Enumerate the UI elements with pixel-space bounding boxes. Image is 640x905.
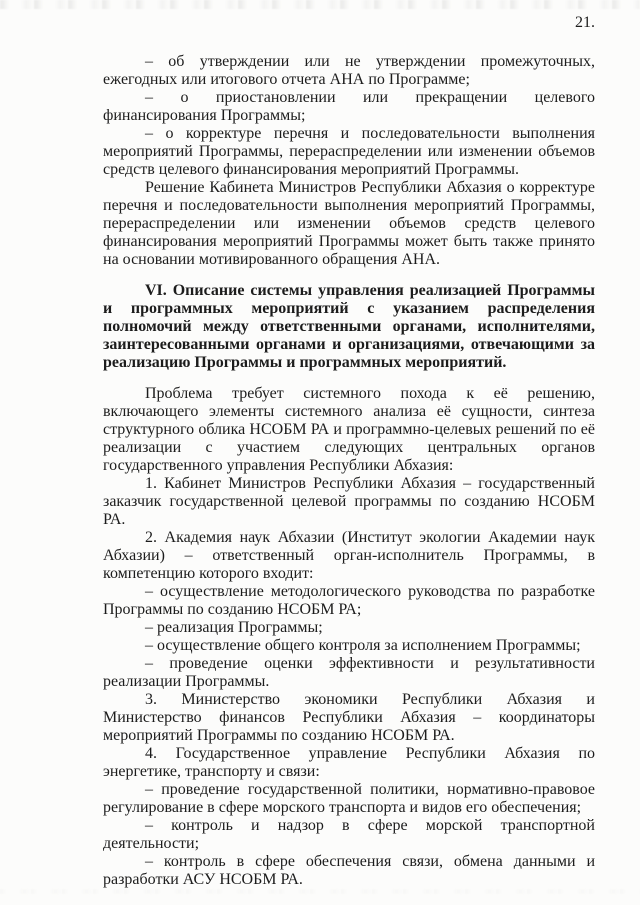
paragraph-dash-item: – о приостановлении или прекращении целевого финансирования Программы; — [103, 89, 595, 124]
paragraph-dash-item: – об утверждении или не утверждении промежуточных, ежегодных или итогового отчета АНА по Программе; — [103, 53, 595, 88]
paragraph-dash-item: – осуществление общего контроля за исполнением Программы; — [145, 637, 581, 654]
paragraph-dash-item: – реализация Программы; — [145, 619, 323, 636]
paragraph-numbered-item: 3. Министерство экономики Республики Абхазия и Министерство финансов Республики Абхазия – координаторы мероприятий Программы по созданию НСОБМ РА. — [103, 691, 595, 744]
paragraph-dash-item: – проведение государственной политики, нормативно-правовое регулирование в сфере морского транспорта и видов его обеспечения; — [103, 781, 595, 816]
scan-noise-top — [0, 0, 640, 9]
paragraph-numbered-item: 4. Государственное управление Республики Абхазия по энергетике, транспорту и связи: — [103, 745, 595, 780]
paragraph-dash-item: – осуществление методологического руководства по разработке Программы по созданию НСОБМ РА; — [103, 583, 595, 618]
paragraph-dash-item: – о корректуре перечня и последовательности выполнения мероприятий Программы, перераспределении или изменении объемов средств целевого финансирования мероприятий Программы. — [103, 125, 595, 178]
paragraph-body: Решение Кабинета Министров Республики Абхазия о корректуре перечня и последовательности выполнения мероприятий Программы, перераспределении или изменении объемов средств целевого финансирования мероприятий Программы может быть также принято на основании мотивированного обращения АНА. — [103, 179, 595, 268]
paragraph-dash-item: – контроль и надзор в сфере морской транспортной деятельности; — [103, 817, 595, 852]
paragraph-dash-item: – контроль в сфере обеспечения связи, обмена данными и разработки АСУ НСОБМ РА. — [103, 853, 595, 888]
document-content — [103, 14, 595, 889]
section-heading-vi: VI. Описание системы управления реализацией Программы и программных мероприятий с указанием распределения полномочий между ответственными органами, исполнителями, заинтересованными органами и организациями, отвечающими за реализацию Программы и программных мероприятий. — [103, 282, 595, 371]
paragraph-body: Проблема требует системного похода к её решению, включающего элементы системного анализа её сущности, синтеза структурного облика НСОБМ РА и программно-целевых решений по её реализации с участием следующих центральных органов государственного управления Республики Абхазия: — [103, 385, 595, 474]
paragraph-dash-item: – проведение оценки эффективности и результативности реализации Программы. — [103, 655, 595, 690]
scan-noise-bottom — [0, 889, 640, 894]
page-number: 21. — [575, 14, 595, 31]
paragraph-numbered-item: 1. Кабинет Министров Республики Абхазия – государственный заказчик государственной целевой программы по созданию НСОБМ РА. — [103, 475, 595, 528]
paragraph-numbered-item: 2. Академия наук Абхазии (Институт экологии Академии наук Абхазии) – ответственный орган-исполнитель Программы, в компетенцию которого входит: — [103, 529, 595, 582]
